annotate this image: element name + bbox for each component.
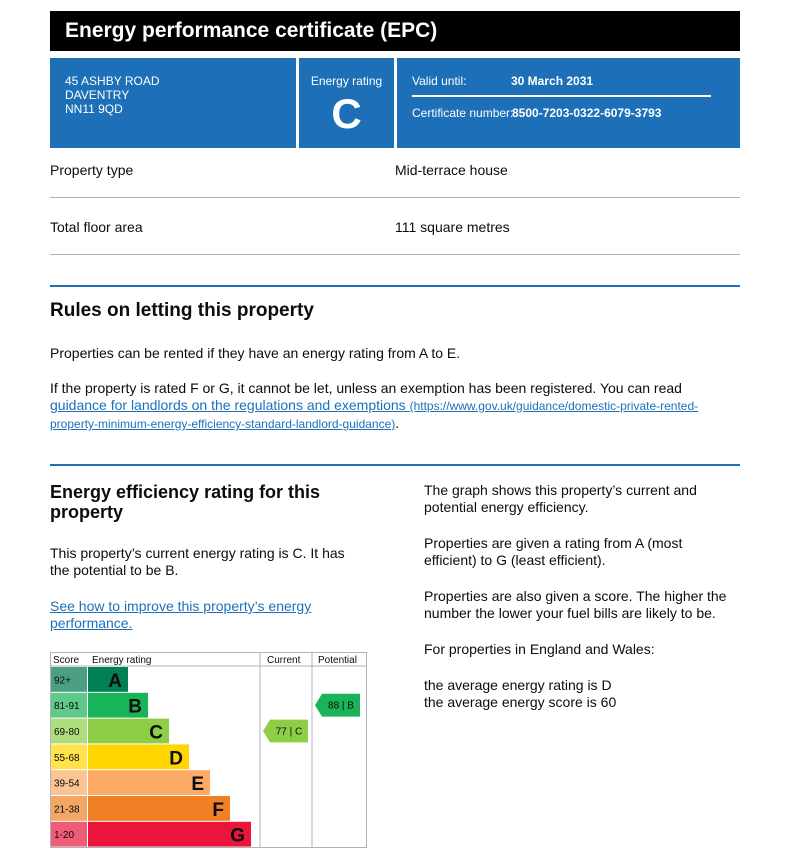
chart-band-letter: C (149, 722, 163, 744)
chart-column-header: Potential (318, 655, 357, 666)
address-line-2: DAVENTRY (65, 88, 130, 102)
chart-band-letter: G (230, 825, 245, 847)
letting-paragraph-2-text: If the property is rated F or G, it cannot be let, unless an exemption has been registered. You can read (50, 380, 682, 396)
certificate-number-value: 8500-7203-0322-6079-3793 (512, 106, 662, 120)
landlord-guidance-link-text: guidance for landlords on the regulations and exemptions (50, 397, 406, 413)
address-line-1: 45 ASHBY ROAD (65, 74, 160, 88)
energy-rating-chart (50, 652, 368, 848)
valid-until-value: 30 March 2031 (511, 74, 594, 88)
improve-performance-link[interactable] (50, 598, 311, 632)
chart-score-label: 39-54 (54, 778, 80, 790)
average-rating-text (424, 677, 754, 711)
floor-area-label: Total floor area (50, 219, 143, 235)
property-type-label: Property type (50, 162, 134, 178)
explanation-paragraph-2 (424, 535, 754, 569)
efficiency-explanation (424, 482, 754, 711)
chart-score-label: 55-68 (54, 752, 80, 764)
explanation-paragraph-4: For properties in England and Wales: (424, 641, 655, 657)
section-divider (50, 285, 740, 287)
chart-band-letter: F (212, 799, 224, 821)
current-rating-text-line-2: the potential to be B. (50, 562, 179, 578)
address-line-3: NN11 9QD (65, 102, 123, 116)
chart-band-letter: D (169, 748, 183, 770)
letting-heading: Rules on letting this property (50, 300, 314, 321)
improve-performance-link-line-1: See how to improve this property’s energy (50, 598, 312, 614)
chart-band-letter: E (191, 774, 204, 796)
chart-band-letter: A (108, 670, 122, 692)
energy-rating-value: C (331, 90, 362, 137)
letting-paragraph-1: Properties can be rented if they have an energy rating from A to E. (50, 345, 461, 361)
certificate-number-label: Certificate number: (412, 106, 514, 120)
potential-rating-arrow-label: 88 | B (328, 700, 354, 712)
average-score-line: the average energy score is 60 (424, 694, 617, 710)
landlord-guidance-url-1: (https://www.gov.uk/guidance/domestic-private-rented- (409, 399, 699, 413)
chart-band-bar (88, 822, 251, 847)
chart-score-label: 21-38 (54, 804, 80, 816)
chart-column-header: Current (267, 655, 301, 666)
current-rating-arrow-label: 77 | C (275, 726, 303, 738)
landlord-guidance-link[interactable] (50, 397, 698, 413)
chart-column-header: Score (53, 655, 80, 666)
divider (50, 254, 740, 255)
property-type-value: Mid-terrace house (395, 162, 508, 178)
efficiency-heading (50, 482, 320, 522)
floor-area-value: 111 square metres (395, 219, 510, 235)
divider (50, 197, 740, 198)
address-panel (50, 58, 296, 148)
energy-rating-panel (299, 58, 394, 148)
letting-paragraph-2-end: . (395, 415, 400, 431)
letting-paragraph-2 (50, 380, 750, 433)
explanation-paragraph-1-line-2: potential energy efficiency. (424, 499, 589, 515)
chart-band-bar (88, 796, 230, 821)
explanation-paragraph-2-line-2: efficient) to G (least efficient). (424, 552, 606, 568)
chart-score-label: 92+ (54, 675, 71, 687)
divider (412, 95, 711, 97)
section-divider (50, 464, 740, 466)
chart-score-label: 69-80 (54, 727, 80, 738)
explanation-paragraph-3-line-2: number the lower your fuel bills are likely to be. (424, 605, 716, 621)
improve-performance-link-line-2: performance. (50, 615, 133, 631)
chart-score-label: 81-91 (54, 701, 80, 713)
efficiency-heading-line-2: property (50, 502, 124, 522)
explanation-paragraph-3-line-1: Properties are also given a score. The higher the (424, 588, 727, 604)
chart-band-letter: B (128, 696, 142, 718)
energy-rating-label: Energy rating (310, 74, 383, 88)
landlord-guidance-url-2[interactable]: property-minimum-energy-efficiency-standard-landlord-guidance) (50, 417, 396, 431)
current-rating-text (50, 545, 345, 579)
explanation-paragraph-1 (424, 482, 754, 516)
chart-column-header: Energy rating (92, 655, 152, 666)
chart-score-label: 1-20 (54, 830, 75, 842)
average-rating-line: the average energy rating is D (424, 677, 612, 693)
certificate-panel (397, 58, 740, 148)
page-title: Energy performance certificate (EPC) (50, 11, 740, 51)
explanation-paragraph-1-line-1: The graph shows this property’s current and (424, 482, 697, 498)
current-rating-text-line-1: This property’s current energy rating is C. It has (50, 545, 345, 561)
efficiency-heading-line-1: Energy efficiency rating for this (50, 482, 321, 502)
explanation-paragraph-2-line-1: Properties are given a rating from A (most (424, 535, 683, 551)
explanation-paragraph-3 (424, 588, 754, 622)
valid-until-label: Valid until: (412, 74, 467, 88)
